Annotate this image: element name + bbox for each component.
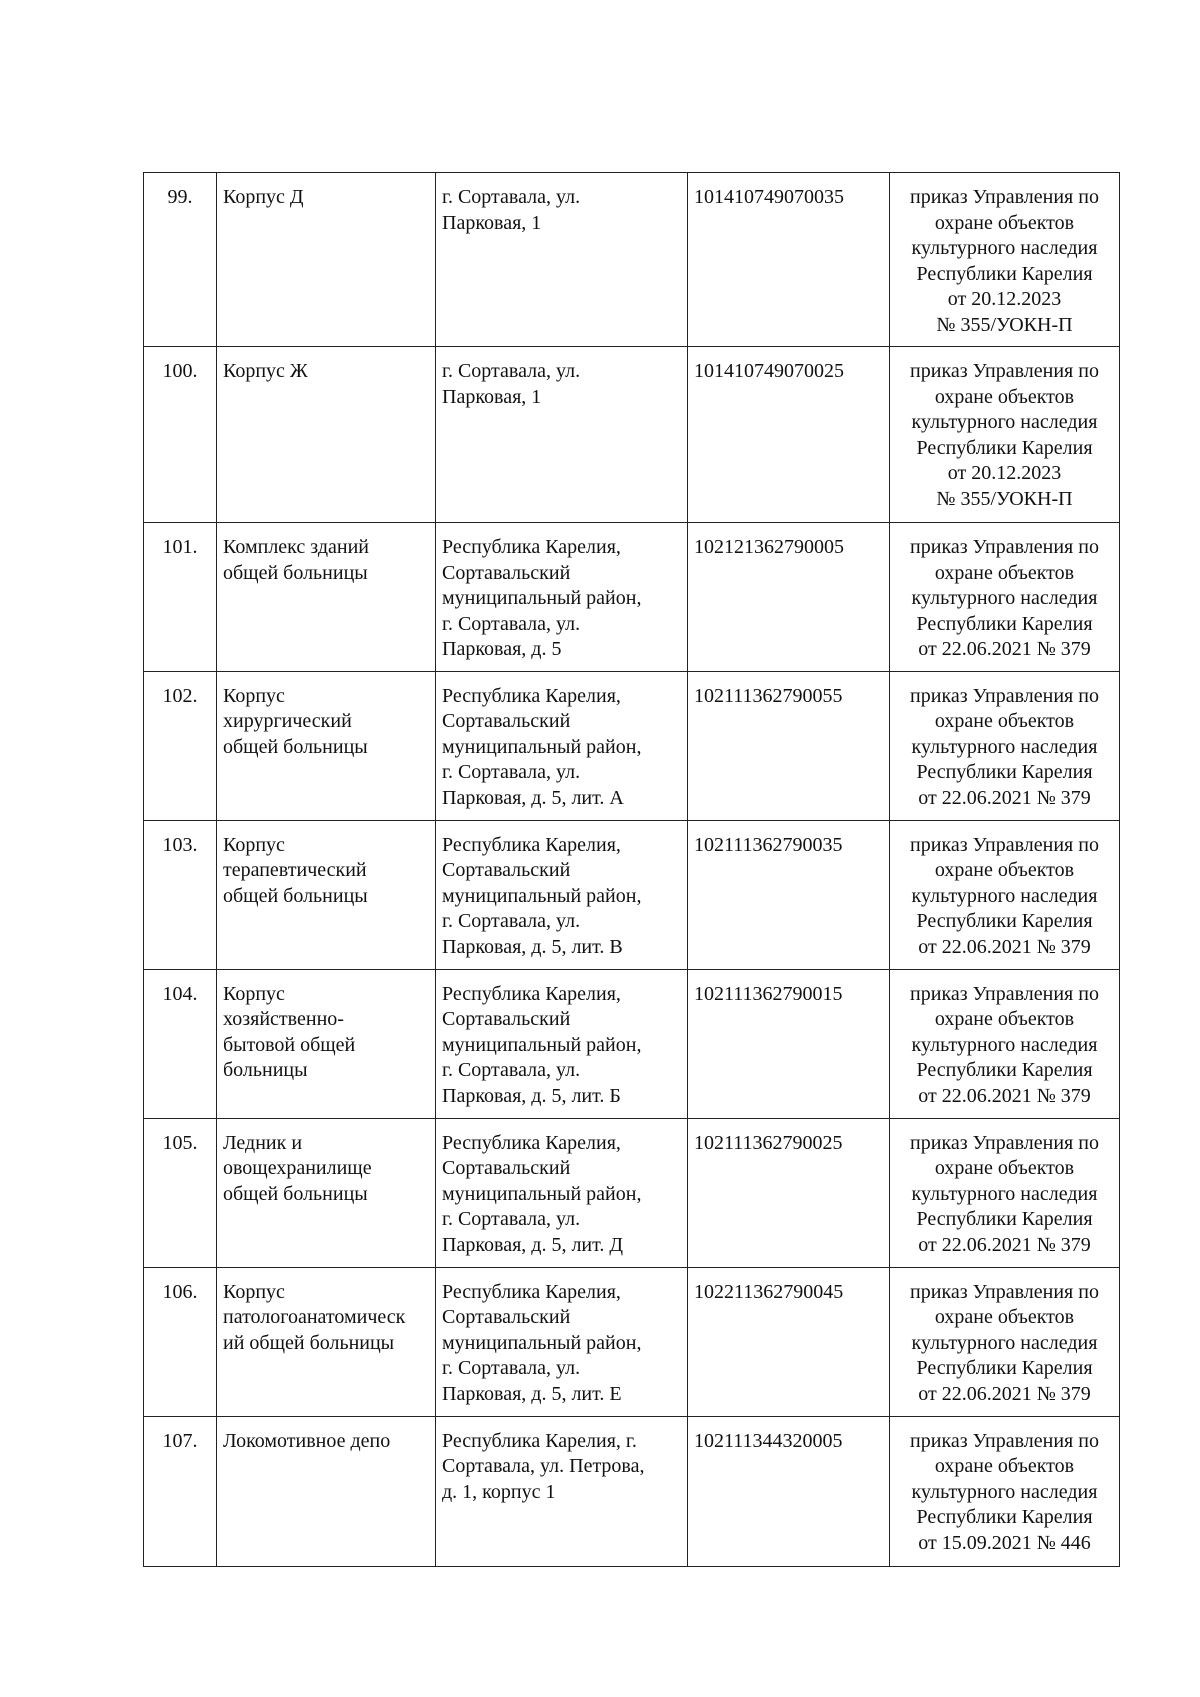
row-number-cell [144,820,217,969]
address-line: Парковая, д. 5, лит. В [442,935,623,958]
document-line: охране объектов [934,1306,1075,1328]
row-number-cell [144,523,217,672]
address-cell [436,820,688,969]
document-line: от 22.06.2021 № 379 [918,1233,1091,1256]
address-line: Сортавальский [442,1008,571,1030]
document-cell [890,347,1120,523]
address-line: г. Сортавала, ул. [442,360,581,382]
address-line: Сортавальский [442,1306,571,1328]
row-number: 106. [162,1280,198,1303]
document-line: Республики Карелия [916,612,1093,635]
document-line: охране объектов [934,211,1075,234]
address-line: муниципальный район, [442,735,642,758]
document-line: культурного наследия [911,587,1098,609]
address-line: Парковая, д. 5, лит. Б [442,1084,621,1107]
document-line: культурного наследия [911,1182,1098,1205]
address-cell [436,1118,688,1267]
address-line: Сортавальский [442,710,571,732]
document-line: культурного наследия [911,1480,1098,1503]
document-line: от 22.06.2021 № 379 [918,1084,1091,1107]
document-line: приказ Управления по [910,1429,1099,1452]
table-row [144,1267,1120,1416]
document-line: охране объектов [934,859,1075,881]
table-row [144,820,1120,969]
document-line: приказ Управления по [910,1280,1099,1303]
table-row [144,1416,1120,1566]
address-cell [436,969,688,1118]
address-line: г. Сортавала, ул. [442,612,581,635]
row-number-cell [144,1118,217,1267]
row-number: 104. [162,982,198,1005]
document-line: от 15.09.2021 № 446 [918,1531,1091,1554]
address-line: муниципальный район, [442,587,642,609]
address-line: г. Сортавала, ул. [442,910,581,932]
document-line: Республики Карелия [916,910,1093,932]
registration-number-cell [688,969,890,1118]
object-name-line: больницы [223,1059,308,1081]
document-line: от 22.06.2021 № 379 [918,1382,1091,1405]
object-name-line: Корпус [223,833,285,856]
address-line: г. Сортавала, ул. [442,1208,581,1230]
address-line: Парковая, д. 5, лит. Д [442,1233,624,1256]
address-line: Республика Карелия, [442,833,621,856]
address-line: Республика Карелия, [442,684,621,707]
registration-number: 102111362790035 [694,833,843,856]
document-line: Республики Карелия [916,1059,1093,1081]
document-line: культурного наследия [911,1331,1098,1354]
table-row [144,173,1120,347]
registration-number-cell [688,173,890,347]
address-line: г. Сортавала, ул. [442,186,581,208]
object-name-line: патологоанатомическ [223,1306,406,1328]
registration-number-cell [688,347,890,523]
object-name-cell [217,1118,436,1267]
registration-number-cell [688,1118,890,1267]
registry-table-body [144,173,1120,1567]
address-line: муниципальный район, [442,1331,642,1354]
address-cell [436,523,688,672]
document-line: охране объектов [934,710,1075,732]
address-line: Парковая, д. 5, лит. А [442,786,624,809]
row-number-cell [144,671,217,820]
document-line: Республики Карелия [916,436,1093,459]
document-line: приказ Управления по [910,360,1099,382]
object-name-cell [217,523,436,672]
row-number: 107. [162,1429,198,1452]
row-number: 102. [162,684,198,707]
document-line: культурного наследия [911,884,1098,907]
object-name-line: общей больницы [223,735,368,758]
document-line: культурного наследия [911,411,1098,433]
document-cell [890,969,1120,1118]
object-name-line: общей больницы [223,884,368,907]
object-name-line: Локомотивное депо [223,1429,391,1452]
registration-number-cell [688,523,890,672]
address-line: Парковая, д. 5 [442,638,562,660]
document-line: Республики Карелия [916,1506,1093,1528]
address-line: Республика Карелия, [442,536,621,558]
object-name-line: бытовой общей [223,1033,356,1056]
document-line: Республики Карелия [916,262,1093,285]
address-line: Республика Карелия, [442,1131,621,1154]
registration-number-cell [688,1416,890,1566]
address-cell [436,1267,688,1416]
object-name-line: Комплекс зданий [223,536,369,558]
address-line: Сортавальский [442,561,571,584]
table-row [144,523,1120,672]
document-line: охране объектов [934,385,1075,408]
address-cell [436,347,688,523]
address-line: Республика Карелия, г. [442,1429,637,1452]
address-line: Парковая, д. 5, лит. Е [442,1382,622,1405]
row-number-cell [144,1416,217,1566]
document-line: № 355/УОКН-П [936,313,1073,336]
object-name-line: терапевтический [223,859,367,881]
address-cell [436,1416,688,1566]
document-cell [890,671,1120,820]
object-name-cell [217,1416,436,1566]
object-name-line: хирургический [223,710,352,732]
document-line: от 22.06.2021 № 379 [918,935,1091,958]
object-name-line: Ледник и [223,1131,303,1154]
object-name-line: Корпус Д [223,186,304,208]
document-line: от 20.12.2023 [947,288,1062,310]
row-number: 101. [162,536,198,558]
document-line: Республики Карелия [916,1357,1093,1379]
document-cell [890,1416,1120,1566]
document-line: приказ Управления по [910,1131,1099,1154]
registration-number: 102121362790005 [694,536,844,558]
document-line: Республики Карелия [916,761,1093,783]
row-number-cell [144,1267,217,1416]
document-cell [890,523,1120,672]
object-name-line: Корпус Ж [223,360,308,382]
row-number: 99. [167,186,193,208]
document-line: культурного наследия [911,237,1098,259]
registration-number-cell [688,1267,890,1416]
object-name-line: Корпус [223,1280,285,1303]
object-name-cell [217,347,436,523]
document-cell [890,1267,1120,1416]
document-line: приказ Управления по [910,186,1099,208]
object-name-cell [217,969,436,1118]
registration-number: 101410749070025 [694,360,844,382]
registration-number-cell [688,671,890,820]
document-line: приказ Управления по [910,684,1099,707]
registration-number: 102111344320005 [694,1429,843,1452]
table-row [144,969,1120,1118]
address-line: Республика Карелия, [442,982,621,1005]
document-cell [890,173,1120,347]
address-line: г. Сортавала, ул. [442,1357,581,1379]
registration-number: 101410749070035 [694,186,844,208]
document-line: Республики Карелия [916,1208,1093,1230]
address-line: г. Сортавала, ул. [442,1059,581,1081]
registration-number: 102111362790025 [694,1131,843,1154]
heritage-registry-table [143,172,1120,1567]
document-line: культурного наследия [911,1033,1098,1056]
table-row [144,671,1120,820]
object-name-cell [217,671,436,820]
object-name-line: ий общей больницы [223,1331,395,1354]
document-line: охране объектов [934,561,1075,584]
address-line: Республика Карелия, [442,1280,621,1303]
document-line: от 20.12.2023 [947,462,1062,484]
document-line: приказ Управления по [910,536,1099,558]
document-line: № 355/УОКН-П [936,487,1073,510]
row-number-cell [144,969,217,1118]
table-row [144,347,1120,523]
address-line: Парковая, 1 [442,385,542,408]
document-cell [890,820,1120,969]
address-line: Сортавальский [442,1157,571,1179]
object-name-line: овощехранилище [223,1157,372,1179]
address-line: Парковая, 1 [442,211,542,234]
document-line: охране объектов [934,1008,1075,1030]
document-line: от 22.06.2021 № 379 [918,638,1091,660]
row-number: 103. [162,833,198,856]
address-line: д. 1, корпус 1 [442,1480,556,1503]
address-line: муниципальный район, [442,1033,642,1056]
registration-number: 102111362790015 [694,982,843,1005]
object-name-line: общей больницы [223,561,368,584]
row-number-cell [144,347,217,523]
address-cell [436,173,688,347]
row-number: 105. [162,1131,198,1154]
document-line: охране объектов [934,1157,1075,1179]
document-line: культурного наследия [911,735,1098,758]
document-cell [890,1118,1120,1267]
address-line: г. Сортавала, ул. [442,761,581,783]
object-name-line: хозяйственно- [223,1008,344,1030]
address-line: муниципальный район, [442,884,642,907]
address-cell [436,671,688,820]
address-line: муниципальный район, [442,1182,642,1205]
table-row [144,1118,1120,1267]
document-line: охране объектов [934,1455,1075,1477]
object-name-cell [217,1267,436,1416]
object-name-line: Корпус [223,684,285,707]
object-name-line: Корпус [223,982,285,1005]
address-line: Сортавальский [442,859,571,881]
document-line: приказ Управления по [910,833,1099,856]
registration-number: 102111362790055 [694,684,843,707]
object-name-line: общей больницы [223,1182,368,1205]
address-line: Сортавала, ул. Петрова, [442,1455,645,1477]
registration-number: 102211362790045 [694,1280,844,1303]
row-number-cell [144,173,217,347]
row-number: 100. [162,360,198,382]
document-line: приказ Управления по [910,982,1099,1005]
registration-number-cell [688,820,890,969]
object-name-cell [217,173,436,347]
document-line: от 22.06.2021 № 379 [918,786,1091,809]
object-name-cell [217,820,436,969]
